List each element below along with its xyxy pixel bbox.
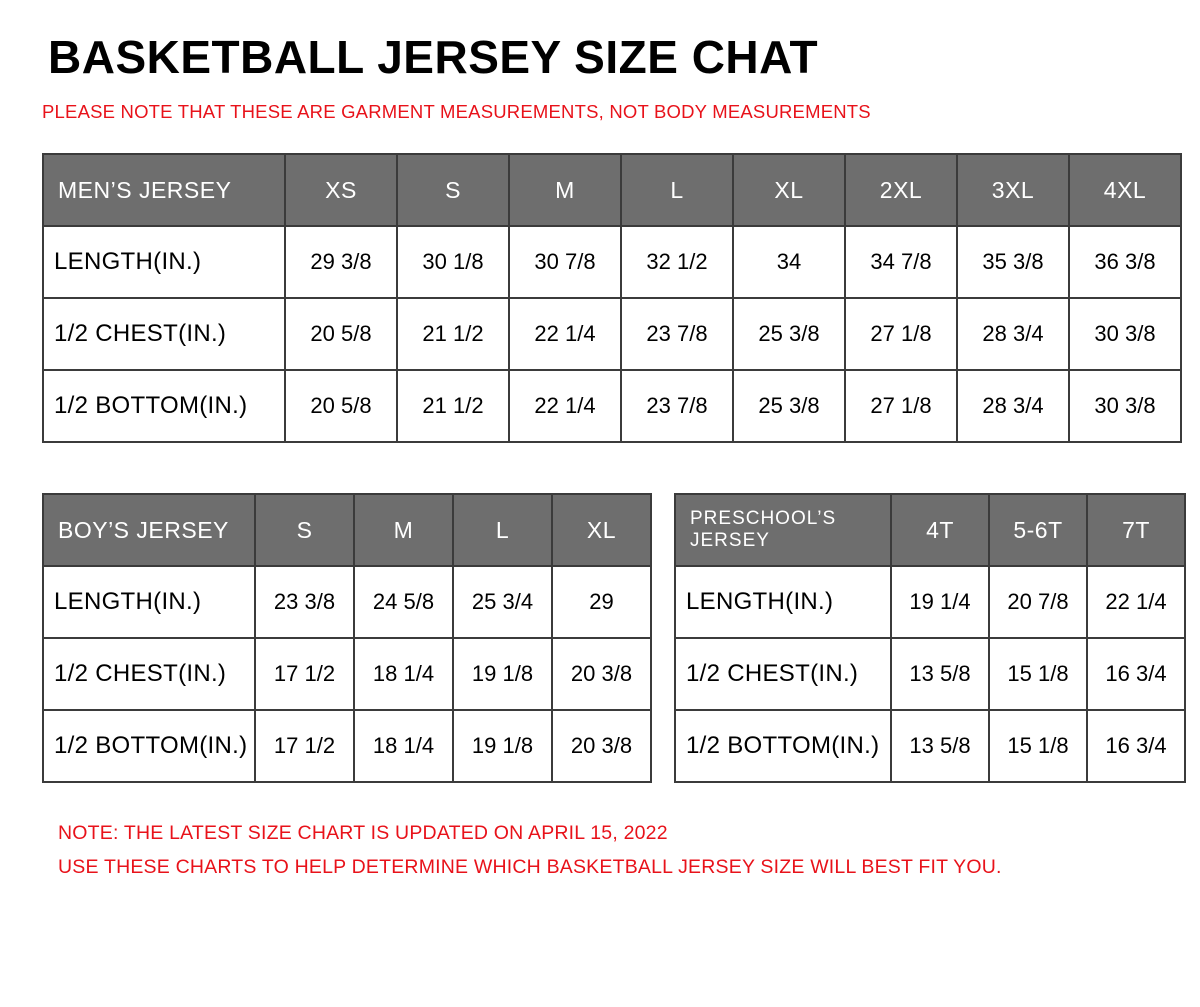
row-label: 1/2 BOTTOM(IN.) (43, 710, 255, 782)
table-cell: 24 5/8 (354, 566, 453, 638)
column-header: XL (733, 154, 845, 226)
table-cell: 20 3/8 (552, 638, 651, 710)
table-cell: 15 1/8 (989, 638, 1087, 710)
table-header-row (675, 494, 1185, 566)
column-header: S (397, 154, 509, 226)
row-label: 1/2 CHEST(IN.) (675, 638, 891, 710)
table-cell: 16 3/4 (1087, 638, 1185, 710)
table-cell: 29 (552, 566, 651, 638)
table-cell: 28 3/4 (957, 298, 1069, 370)
table-cell: 18 1/4 (354, 710, 453, 782)
column-header: M (509, 154, 621, 226)
column-header: XS (285, 154, 397, 226)
table-cell: 22 1/4 (1087, 566, 1185, 638)
column-header: 5-6T (989, 494, 1087, 566)
table-cell: 30 1/8 (397, 226, 509, 298)
column-header: S (255, 494, 354, 566)
table-cell: 27 1/8 (845, 298, 957, 370)
table-header-row (43, 494, 651, 566)
table-row (43, 710, 651, 782)
row-label: 1/2 BOTTOM(IN.) (675, 710, 891, 782)
table-cell: 20 5/8 (285, 298, 397, 370)
table-cell: 13 5/8 (891, 638, 989, 710)
table-cell: 23 7/8 (621, 370, 733, 442)
column-header: XL (552, 494, 651, 566)
column-header: BOY’S JERSEY (43, 494, 255, 566)
row-label: 1/2 BOTTOM(IN.) (43, 370, 285, 442)
table-cell: 21 1/2 (397, 298, 509, 370)
table-cell: 17 1/2 (255, 638, 354, 710)
table-cell: 21 1/2 (397, 370, 509, 442)
column-header: M (354, 494, 453, 566)
table-cell: 18 1/4 (354, 638, 453, 710)
table-row (675, 710, 1185, 782)
table-cell: 25 3/8 (733, 370, 845, 442)
row-label: 1/2 CHEST(IN.) (43, 638, 255, 710)
usage-note: USE THESE CHARTS TO HELP DETERMINE WHICH BASKETBALL JERSEY SIZE WILL BEST FIT YOU. (58, 855, 1002, 878)
column-header: 3XL (957, 154, 1069, 226)
page-title: BASKETBALL JERSEY SIZE CHAT (48, 31, 819, 83)
table-cell: 19 1/8 (453, 710, 552, 782)
boys-jersey-size-table (42, 493, 652, 783)
column-header: MEN’S JERSEY (43, 154, 285, 226)
table-cell: 32 1/2 (621, 226, 733, 298)
table-cell: 30 3/8 (1069, 370, 1181, 442)
table-cell: 30 3/8 (1069, 298, 1181, 370)
table-cell: 22 1/4 (509, 370, 621, 442)
column-header: 4XL (1069, 154, 1181, 226)
column-header: L (621, 154, 733, 226)
table-row (43, 298, 1181, 370)
table-cell: 22 1/4 (509, 298, 621, 370)
table-cell: 19 1/4 (891, 566, 989, 638)
row-label: LENGTH(IN.) (43, 566, 255, 638)
table-cell: 23 7/8 (621, 298, 733, 370)
table-row (43, 370, 1181, 442)
table-cell: 34 7/8 (845, 226, 957, 298)
row-label: LENGTH(IN.) (675, 566, 891, 638)
table-cell: 30 7/8 (509, 226, 621, 298)
table-cell: 20 3/8 (552, 710, 651, 782)
column-header: L (453, 494, 552, 566)
table-cell: 23 3/8 (255, 566, 354, 638)
table-cell: 19 1/8 (453, 638, 552, 710)
table-cell: 34 (733, 226, 845, 298)
row-label: LENGTH(IN.) (43, 226, 285, 298)
table-cell: 16 3/4 (1087, 710, 1185, 782)
mens-jersey-size-table (42, 153, 1182, 443)
table-cell: 17 1/2 (255, 710, 354, 782)
table-row (43, 226, 1181, 298)
column-header: PRESCHOOL’S JERSEY (675, 494, 891, 566)
table-cell: 20 5/8 (285, 370, 397, 442)
table-cell: 25 3/4 (453, 566, 552, 638)
table-cell: 28 3/4 (957, 370, 1069, 442)
row-label: 1/2 CHEST(IN.) (43, 298, 285, 370)
update-note: NOTE: THE LATEST SIZE CHART IS UPDATED ON APRIL 15, 2022 (58, 822, 668, 845)
table-cell: 29 3/8 (285, 226, 397, 298)
column-header: 4T (891, 494, 989, 566)
table-cell: 13 5/8 (891, 710, 989, 782)
table-row (675, 638, 1185, 710)
table-cell: 35 3/8 (957, 226, 1069, 298)
table-row (43, 566, 651, 638)
column-header: 2XL (845, 154, 957, 226)
preschool-jersey-size-table (674, 493, 1186, 783)
table-row (675, 566, 1185, 638)
table-cell: 27 1/8 (845, 370, 957, 442)
table-cell: 20 7/8 (989, 566, 1087, 638)
table-cell: 25 3/8 (733, 298, 845, 370)
bottom-notes (58, 817, 1176, 883)
lower-tables-container (42, 493, 1176, 783)
table-cell: 36 3/8 (1069, 226, 1181, 298)
column-header: 7T (1087, 494, 1185, 566)
table-cell: 15 1/8 (989, 710, 1087, 782)
table-header-row (43, 154, 1181, 226)
table-row (43, 638, 651, 710)
garment-measurement-note: PLEASE NOTE THAT THESE ARE GARMENT MEASUREMENTS, NOT BODY MEASUREMENTS (42, 100, 871, 122)
